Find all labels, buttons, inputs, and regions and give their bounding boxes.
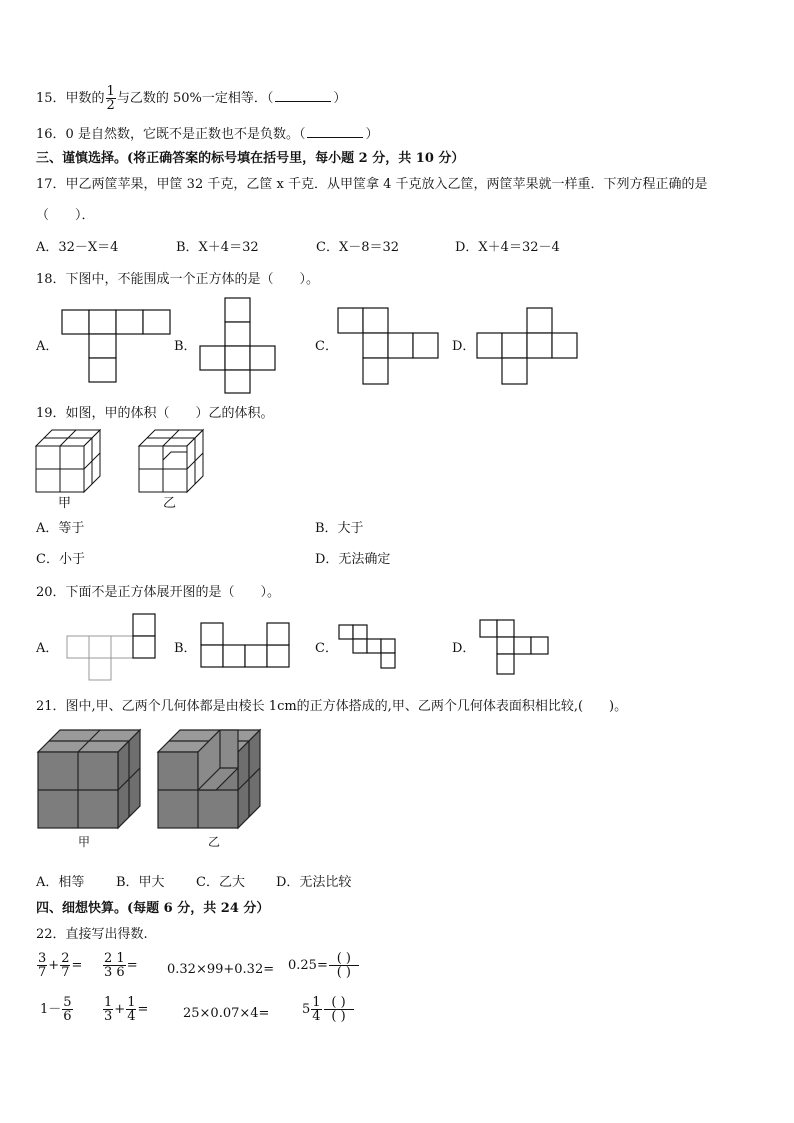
q19-label-jia: 甲 (58, 496, 72, 511)
q15-fraction: $\frac{1}{2}$ (106, 84, 115, 113)
q21-label-yi: 乙 (208, 835, 221, 849)
q22-expr-1a[interactable]: $\frac{3}{7}$ + $\frac{2}{7}$ = (38, 951, 83, 980)
q20-label-d[interactable]: D． (452, 641, 476, 656)
q17-text: 17．甲乙两筐苹果，甲筐 32 千克，乙筐 x 千克．从甲筐拿 4 千克放入乙筐，两筐苹果就一样重．下列方程正确的是 (36, 177, 708, 192)
q18-net-c (338, 308, 440, 386)
q22-expr-2c[interactable]: 25×0.07×4= (183, 1006, 270, 1021)
q20-net-c (339, 625, 401, 673)
q19-label-yi: 乙 (163, 496, 177, 511)
q20-net-b (201, 623, 295, 671)
q21-option-b[interactable]: B．甲大 (116, 875, 165, 890)
q16-text: 16．0 是自然数，它既不是正数也不是负数。（ (36, 127, 306, 142)
q21-figure-jia (38, 730, 148, 830)
q20-label-b[interactable]: B． (174, 641, 197, 656)
q17-option-b[interactable]: B．X＋4＝32 (176, 240, 259, 255)
q17-option-d[interactable]: D．X＋4＝32－4 (455, 240, 560, 255)
q20-label-a[interactable]: A． (36, 641, 59, 656)
q18-label-a[interactable]: A． (36, 339, 59, 354)
q16-line: 16．0 是自然数，它既不是正数也不是负数。（ ） (36, 127, 379, 142)
q22-text: 22．直接写出得数. (36, 927, 148, 942)
q20-net-d (480, 620, 552, 678)
q18-label-d[interactable]: D． (452, 339, 476, 354)
q15-answer-blank[interactable] (275, 89, 331, 102)
q21-option-a[interactable]: A．相等 (36, 875, 85, 890)
q22-expr-2d[interactable]: 5 $\frac{1}{4}$ $\frac{( )}{( )}$ (302, 996, 355, 1023)
q15-suffix: 与乙数的 50%一定相等．（ (116, 91, 274, 106)
q16-answer-blank[interactable] (307, 125, 363, 138)
q19-text: 19．如图，甲的体积（ ）乙的体积。 (36, 406, 274, 421)
q18-net-a (62, 310, 172, 384)
q22-expr-1c[interactable]: 0.32×99+0.32= (167, 962, 275, 977)
q17-option-c[interactable]: C．X－8＝32 (316, 240, 400, 255)
q18-label-c[interactable]: C． (315, 339, 338, 354)
q15-prefix: 15．甲数的 (36, 91, 105, 106)
q22-expr-2a[interactable]: 1－ $\frac{5}{6}$ (40, 995, 72, 1024)
q19-option-a[interactable]: A．等于 (36, 521, 85, 536)
q15-line: 15．甲数的 $\frac{1}{2}$ 与乙数的 50%一定相等．（ ） (36, 84, 347, 113)
q21-text: 21．图中,甲、乙两个几何体都是由棱长 1cm的正方体搭成的,甲、乙两个几何体表面积相比较,( )。 (36, 699, 628, 714)
q22-expr-1d[interactable]: 0.25= $\frac{( )}{( )}$ (288, 952, 360, 979)
q17-paren[interactable]: （ ）． (36, 208, 95, 223)
q21-figure-yi (158, 730, 268, 830)
q19-option-b[interactable]: B．大于 (315, 521, 364, 536)
section-3-title: 三、谨慎选择。(将正确答案的标号填在括号里，每小题 2 分，共 10 分） (36, 151, 465, 166)
q19-option-c[interactable]: C．小于 (36, 552, 85, 567)
section-4-title: 四、细想快算。(每题 6 分，共 24 分） (36, 901, 270, 916)
q19-option-d[interactable]: D．无法确定 (315, 552, 391, 567)
q19-figure-jia (36, 430, 102, 494)
q18-text: 18．下图中，不能围成一个正方体的是（ ）。 (36, 272, 320, 287)
q21-label-jia: 甲 (78, 835, 91, 849)
q20-text: 20．下面不是正方体展开图的是（ ）。 (36, 585, 281, 600)
q21-option-d[interactable]: D．无法比较 (276, 875, 352, 890)
q21-option-c[interactable]: C．乙大 (196, 875, 245, 890)
q22-expr-2b[interactable]: $\frac{1}{3}$ + $\frac{1}{4}$ = (104, 995, 149, 1024)
q20-label-c[interactable]: C． (315, 641, 338, 656)
q18-label-b[interactable]: B． (174, 339, 197, 354)
q18-net-d (477, 308, 579, 386)
q22-expr-1b[interactable]: $\frac{2 1}{3 6}$ = (104, 951, 138, 980)
q19-figure-yi (139, 430, 205, 494)
q17-option-a[interactable]: A．32－X＝4 (36, 240, 119, 255)
q20-net-a (67, 614, 159, 684)
q18-net-b (200, 298, 278, 394)
